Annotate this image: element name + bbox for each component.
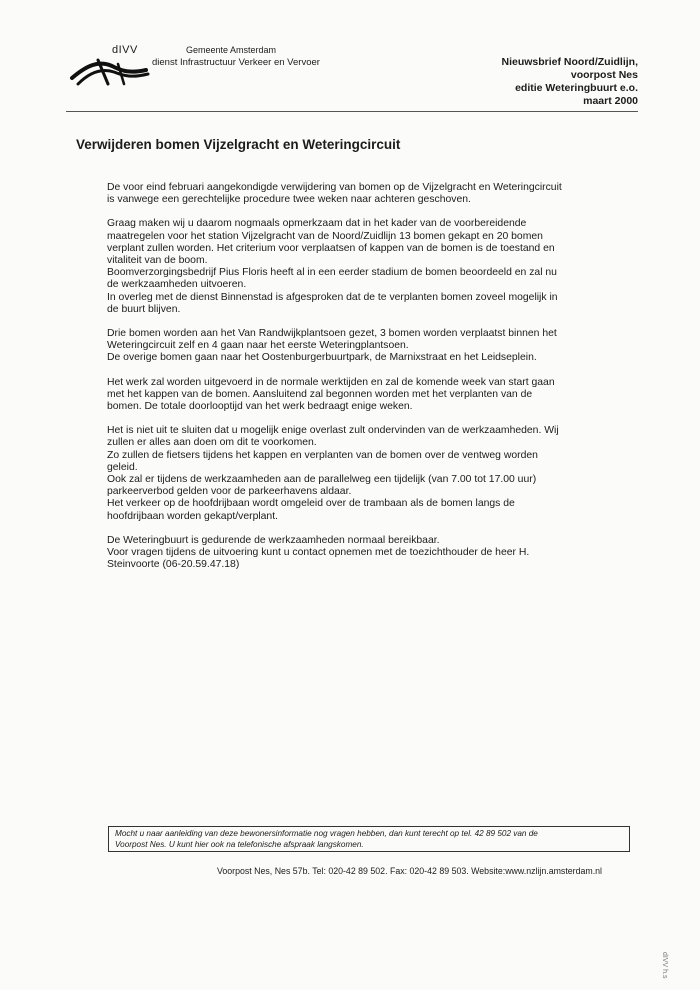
notice-line: Voorpost Nes. U kunt hier ook na telefonische afspraak langskomen. <box>115 839 364 849</box>
logo-text: dIVV <box>112 44 138 56</box>
text-line: is vanwege een gerechtelijke procedure twee weken naar achteren geschoven. <box>107 194 471 206</box>
article-body <box>107 182 637 583</box>
footer-address: Voorpost Nes, Nes 57b. Tel: 020-42 89 502. Fax: 020-42 89 503. Website:www.nzlijn.amsterdam.nl <box>217 866 602 876</box>
newsletter-line: Nieuwsbrief Noord/Zuidlijn, <box>501 56 638 68</box>
text-line: Zo zullen de fietsers tijdens het kappen en verplanten van de bomen over de ventweg worden <box>107 449 538 461</box>
header-divider <box>66 111 638 112</box>
margin-stamp: dIVV h.s <box>661 952 668 979</box>
text-line: Het werk zal worden uitgevoerd in de normale werktijden en zal de komende week van start gaan <box>107 376 555 388</box>
text-line: Het is niet uit te sluiten dat u mogelijk enige overlast zult ondervinden van de werkzaamheden. Wij <box>107 425 559 437</box>
paragraph <box>107 182 637 206</box>
text-line: De voor eind februari aangekondigde verwijdering van bomen op de Vijzelgracht en Weteringcircuit <box>107 182 562 193</box>
text-line: Ook zal er tijdens de werkzaamheden aan de parallelweg een tijdelijk (van 7.00 tot 17.00 uur) <box>107 474 537 486</box>
text-line: Drie bomen worden aan het Van Randwijkplantsoen gezet, 3 bomen worden verplaatst binnen het <box>107 328 557 340</box>
text-line: Boomverzorgingsbedrijf Pius Floris heeft al in een eerder stadium de bomen beoordeeld en zal nu <box>107 267 557 279</box>
text-line: Weteringcircuit zelf en 4 gaan naar het eerste Weteringplantsoen. <box>107 340 409 352</box>
text-line: In overleg met de dienst Binnenstad is afgesproken dat de te verplanten bomen zoveel mogelijk in <box>107 291 558 303</box>
text-line: vitaliteit van de boom. <box>107 255 208 267</box>
text-line: De overige bomen gaan naar het Oostenburgerbuurtpark, de Marnixstraat en het Leidseplein. <box>107 352 537 364</box>
text-line: Het verkeer op de hoofdrijbaan wordt omgeleid over de trambaan als de bomen langs de <box>107 498 515 510</box>
text-line: bomen. De totale doorlooptijd van het werk bedraagt enige weken. <box>107 401 413 413</box>
paragraph <box>107 218 637 316</box>
text-line: met het kappen van de bomen. Aansluitend zal begonnen worden met het verplanten van de <box>107 388 533 400</box>
text-line: parkeerverbod gelden voor de parkeerhavens aldaar. <box>107 486 352 498</box>
notice-line: Mocht u naar aanleiding van deze bewonersinformatie nog vragen hebben, dan kunt terecht op tel. 42 89 502 van de <box>115 829 538 838</box>
paragraph <box>107 425 637 523</box>
text-line: maatregelen voor het station Vijzelgracht van de Noord/Zuidlijn 13 bomen gekapt en 20 bomen <box>107 230 543 242</box>
department-name: dienst Infrastructuur Verkeer en Vervoer <box>152 57 320 68</box>
text-line: De Weteringbuurt is gedurende de werkzaamheden normaal bereikbaar. <box>107 534 440 546</box>
paragraph <box>107 377 637 414</box>
newsletter-line: editie Weteringbuurt e.o. <box>515 82 638 94</box>
paragraph <box>107 535 637 572</box>
text-line: de werkzaamheden uitvoeren. <box>107 279 247 291</box>
newsletter-line: maart 2000 <box>583 95 638 107</box>
newsletter-line: voorpost Nes <box>570 69 638 81</box>
text-line: Steinvoorte (06-20.59.47.18) <box>107 559 240 571</box>
text-line: geleid. <box>107 461 138 473</box>
text-line: de buurt blijven. <box>107 303 181 315</box>
organization-name: Gemeente Amsterdam <box>186 45 277 55</box>
text-line: Voor vragen tijdens de uitvoering kunt u contact opnemen met de toezichthouder de heer H. <box>107 547 530 559</box>
text-line: zullen er alles aan doen om dit te voorkomen. <box>107 437 317 449</box>
newsletter-info <box>418 56 638 108</box>
article-title: Verwijderen bomen Vijzelgracht en Weteringcircuit <box>76 137 401 152</box>
text-line: verplant zullen worden. Het criterium voor verplaatsen of kappen van de bomen is de toestand en <box>107 242 555 254</box>
paragraph <box>107 328 637 365</box>
text-line: hoofdrijbaan worden gekapt/verplant. <box>107 510 278 522</box>
contact-notice-box <box>108 826 630 852</box>
text-line: Graag maken wij u daarom nogmaals opmerkzaam dat in het kader van de voorbereidende <box>107 218 527 230</box>
